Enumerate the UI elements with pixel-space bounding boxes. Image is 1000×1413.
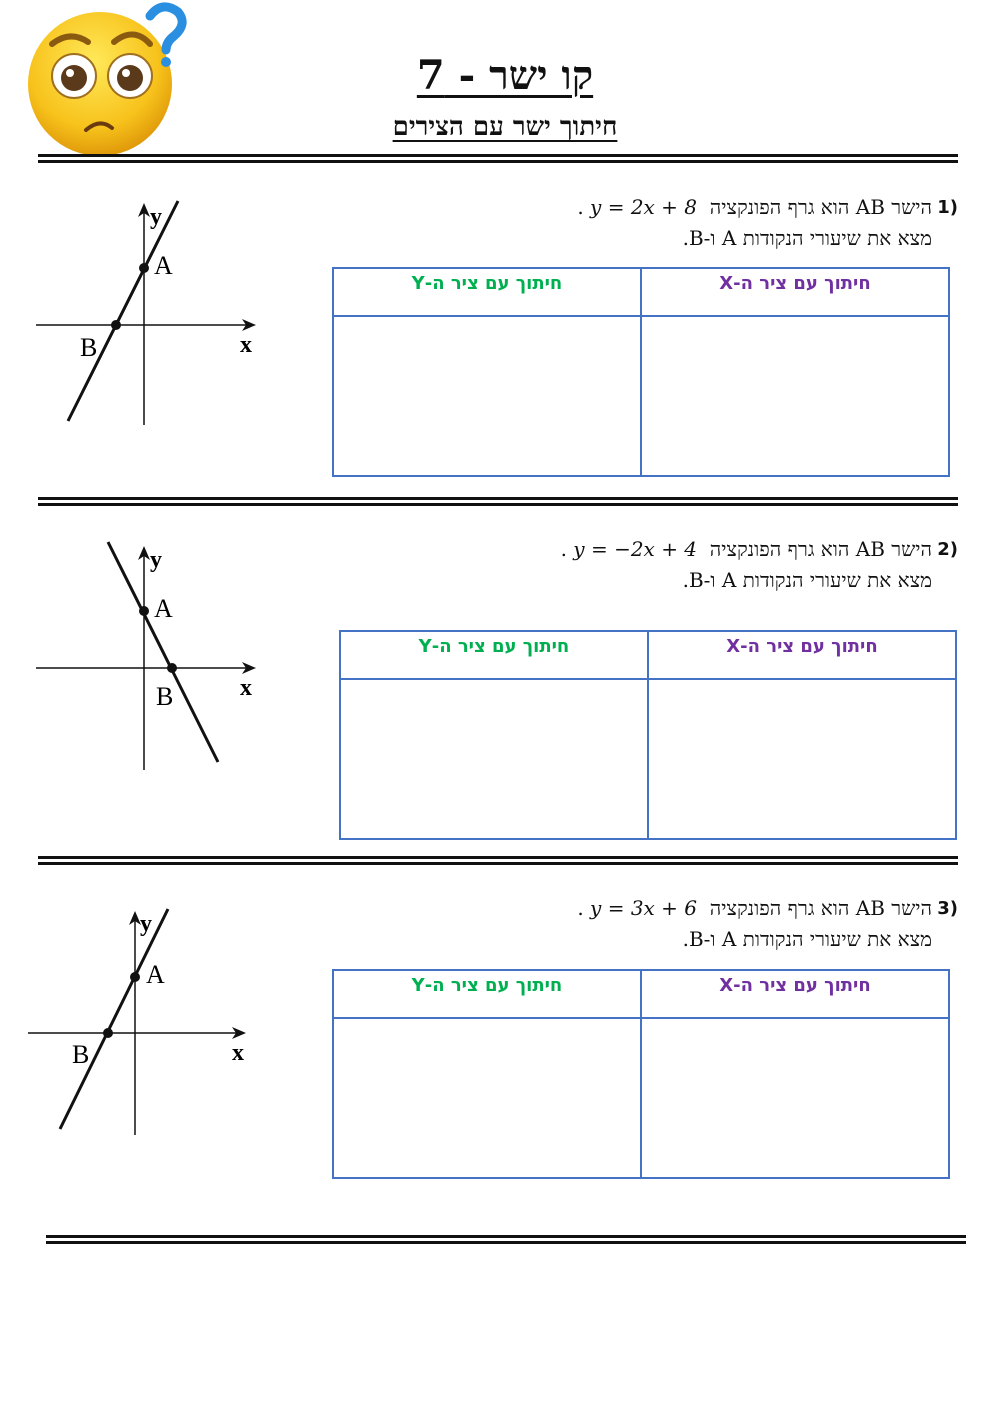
question-number: 1) (937, 197, 958, 218)
x-intercept-answer-cell[interactable] (641, 1018, 949, 1178)
section-divider (38, 497, 958, 506)
y-intercept-answer-cell[interactable] (340, 679, 648, 839)
x-axis-label: x (232, 1040, 244, 1066)
y-intercept-header: חיתוך עם ציר ה-Y (333, 970, 641, 1018)
question-instruction: מצא את שיעורי הנקודות A ו-B. (682, 226, 932, 250)
graph-question-3 (22, 903, 257, 1138)
y-intercept-header: חיתוך עם ציר ה-Y (340, 631, 648, 679)
answer-table-3 (332, 969, 950, 1179)
x-axis-label: x (240, 332, 252, 358)
point-a-label: A (146, 960, 165, 989)
section-divider (38, 856, 958, 865)
point-b (103, 1028, 113, 1038)
point-a (130, 972, 140, 982)
question-instruction: מצא את שיעורי הנקודות A ו-B. (682, 568, 932, 592)
point-a (139, 606, 149, 616)
answer-table-2 (339, 630, 957, 840)
question-text: הישר AB הוא גרף הפונקציה y = −2x + 4 . (560, 537, 932, 561)
question-equation: y = 2x + 8 (590, 195, 698, 219)
page-title: קו ישר - 7 (416, 52, 594, 99)
point-a-label: A (154, 594, 173, 623)
function-line (60, 909, 168, 1129)
answer-table-1 (332, 267, 950, 477)
section-divider (38, 154, 958, 163)
question-equation: y = −2x + 4 (573, 537, 698, 561)
page-subtitle: חיתוך ישר עם הצירים (392, 112, 618, 142)
graph-question-1 (30, 195, 265, 430)
x-intercept-header: חיתוך עם ציר ה-X (641, 268, 949, 316)
point-b-label: B (156, 682, 174, 711)
graph-question-2 (30, 538, 265, 773)
x-intercept-header: חיתוך עם ציר ה-X (641, 970, 949, 1018)
y-intercept-header: חיתוך עם ציר ה-Y (333, 268, 641, 316)
question-equation: y = 3x + 6 (590, 896, 698, 920)
y-intercept-answer-cell[interactable] (333, 1018, 641, 1178)
x-axis-label: x (240, 675, 252, 701)
question-number: 2) (937, 539, 958, 560)
thinking-emoji-icon (22, 2, 187, 162)
function-line (108, 542, 218, 762)
function-line (68, 201, 178, 421)
question-instruction: מצא את שיעורי הנקודות A ו-B. (682, 927, 932, 951)
x-intercept-answer-cell[interactable] (641, 316, 949, 476)
point-a-label: A (154, 251, 173, 280)
point-b-label: B (80, 333, 98, 362)
y-intercept-answer-cell[interactable] (333, 316, 641, 476)
section-divider (46, 1235, 966, 1244)
question-text: הישר AB הוא גרף הפונקציה y = 3x + 6 . (577, 896, 932, 920)
x-intercept-header: חיתוך עם ציר ה-X (648, 631, 956, 679)
point-b (111, 320, 121, 330)
question-number: 3) (937, 898, 958, 919)
question-text: הישר AB הוא גרף הפונקציה y = 2x + 8 . (577, 195, 932, 219)
point-b-label: B (72, 1040, 90, 1069)
x-intercept-answer-cell[interactable] (648, 679, 956, 839)
y-axis-label: y (150, 204, 162, 230)
point-b (167, 663, 177, 673)
y-axis-label: y (140, 911, 152, 937)
point-a (139, 263, 149, 273)
y-axis-label: y (150, 547, 162, 573)
